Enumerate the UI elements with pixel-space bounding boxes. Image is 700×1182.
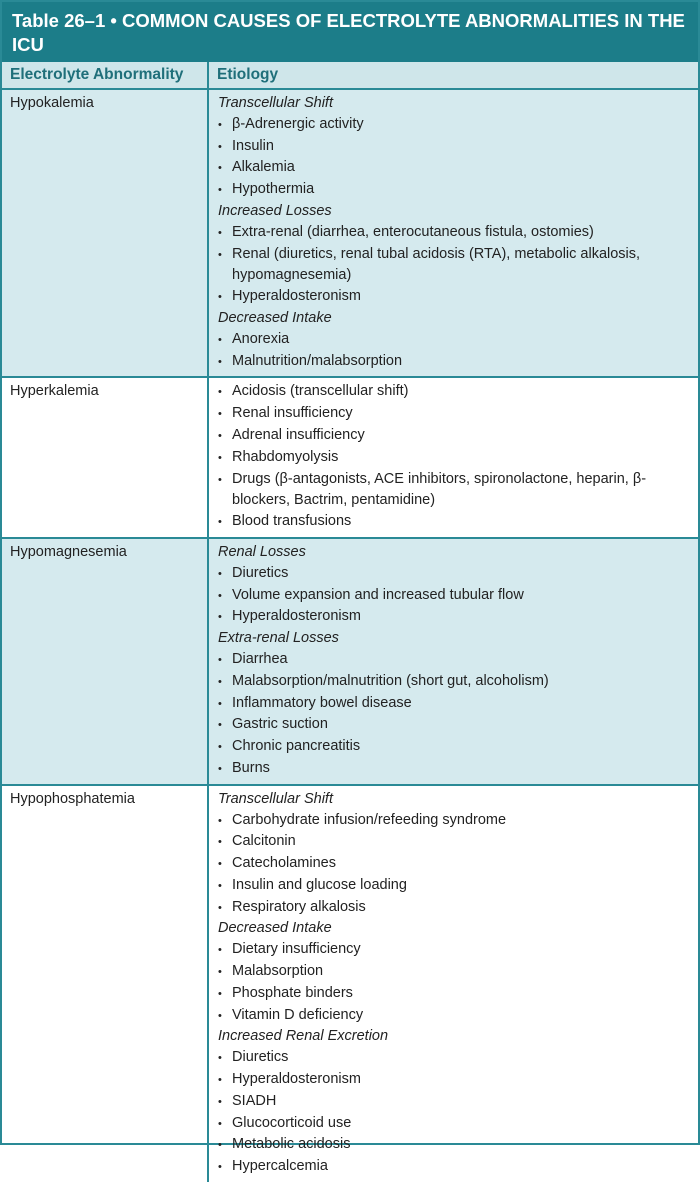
etiology-list-item: • Vitamin D deficiency xyxy=(218,1005,690,1027)
etiology-list-item: • Diuretics xyxy=(218,1047,690,1069)
etiology-list-item: • Alkalemia xyxy=(218,157,690,179)
etiology-list-item: • Hypercalcemia xyxy=(218,1156,690,1178)
etiology-list-item: • Carbohydrate infusion/refeeding syndrome xyxy=(218,810,690,832)
etiology-cell xyxy=(209,539,698,784)
table-body xyxy=(2,90,698,1182)
etiology-group-heading: Decreased Intake xyxy=(218,309,332,326)
etiology-list-item: • Inflammatory bowel disease xyxy=(218,693,690,715)
etiology-group-heading: Extra-renal Losses xyxy=(218,630,339,647)
etiology-list-item: • Glucocorticoid use xyxy=(218,1113,690,1135)
etiology-group-heading: Renal Losses xyxy=(218,543,306,560)
etiology-list-item: • SIADH xyxy=(218,1091,690,1113)
etiology-list-item: • Catecholamines xyxy=(218,853,690,875)
etiology-list-item: • Volume expansion and increased tubular flow xyxy=(218,585,690,607)
etiology-list-item: • Chronic pancreatitis xyxy=(218,736,690,758)
abnormality-cell: Hypophosphatemia xyxy=(2,786,209,1182)
table-title: Table 26–1 • COMMON CAUSES OF ELECTROLYTE ABNORMALITIES IN THE ICU xyxy=(2,2,698,62)
etiology-list-item: • Diuretics xyxy=(218,563,690,585)
table-row xyxy=(2,378,698,539)
etiology-list-item: • β-Adrenergic activity xyxy=(218,114,690,136)
table-row xyxy=(2,90,698,378)
etiology-cell xyxy=(209,90,698,376)
etiology-list-item: • Respiratory alkalosis xyxy=(218,897,690,919)
etiology-list-item: • Malnutrition/malabsorption xyxy=(218,351,690,373)
etiology-cell xyxy=(209,786,698,1182)
etiology-list-item: • Rhabdomyolysis xyxy=(218,447,690,469)
etiology-list-item: • Phosphate binders xyxy=(218,983,690,1005)
etiology-list-item: • Hypothermia xyxy=(218,179,690,201)
table-row xyxy=(2,786,698,1182)
abnormality-cell: Hyperkalemia xyxy=(2,378,209,537)
etiology-list-item: • Insulin and glucose loading xyxy=(218,875,690,897)
table-row xyxy=(2,539,698,786)
etiology-list-item: • Malabsorption xyxy=(218,961,690,983)
etiology-list-item: • Malabsorption/malnutrition (short gut, alcoholism) xyxy=(218,671,690,693)
abnormality-cell: Hypomagnesemia xyxy=(2,539,209,784)
column-header-abnormality: Electrolyte Abnormality xyxy=(2,62,209,88)
etiology-list-item: • Drugs (β-antagonists, ACE inhibitors, spironolactone, heparin, β-blockers, Bactrim, pentamidine) xyxy=(218,469,690,512)
column-headers xyxy=(2,62,698,90)
etiology-list-item: • Blood transfusions xyxy=(218,511,690,533)
etiology-list-item: • Dietary insufficiency xyxy=(218,939,690,961)
etiology-list-item: • Metabolic acidosis xyxy=(218,1134,690,1156)
etiology-group-heading: Transcellular Shift xyxy=(218,790,333,807)
etiology-group-heading: Decreased Intake xyxy=(218,920,332,937)
etiology-list-item: • Extra-renal (diarrhea, enterocutaneous fistula, ostomies) xyxy=(218,222,690,244)
etiology-list-item: • Diarrhea xyxy=(218,649,690,671)
abnormality-cell: Hypokalemia xyxy=(2,90,209,376)
etiology-list-item: • Renal (diuretics, renal tubal acidosis (RTA), metabolic alkalosis, hypomagnesemia) xyxy=(218,244,690,287)
etiology-list-item: • Adrenal insufficiency xyxy=(218,425,690,447)
etiology-list-item: • Gastric suction xyxy=(218,714,690,736)
column-header-etiology: Etiology xyxy=(217,66,279,83)
etiology-list-item: • Renal insufficiency xyxy=(218,403,690,425)
etiology-list-item: • Insulin xyxy=(218,136,690,158)
etiology-group-heading: Increased Renal Excretion xyxy=(218,1028,389,1045)
etiology-list-item: • Hyperaldosteronism xyxy=(218,1069,690,1091)
etiology-list-item: • Acidosis (transcellular shift) xyxy=(218,381,690,403)
etiology-cell xyxy=(209,378,698,537)
etiology-list-item: • Hyperaldosteronism xyxy=(218,286,690,308)
etiology-list-item: • Anorexia xyxy=(218,329,690,351)
etiology-group-heading: Transcellular Shift xyxy=(218,95,333,111)
etiology-group-heading: Increased Losses xyxy=(218,202,332,219)
etiology-list-item: • Calcitonin xyxy=(218,831,690,853)
etiology-list-item: • Burns xyxy=(218,758,690,780)
etiology-list-item: • Hyperaldosteronism xyxy=(218,606,690,628)
